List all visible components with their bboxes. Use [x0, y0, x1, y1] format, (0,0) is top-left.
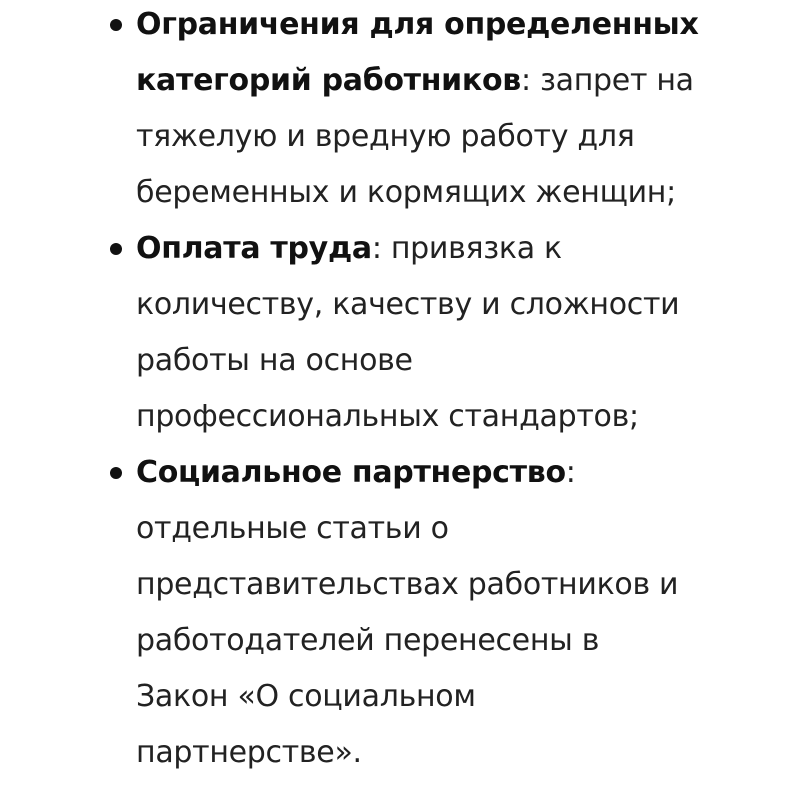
item-content [136, 455, 678, 770]
item-text: : запрет на тяжелую и вредную работу для беременных и кормящих женщин; [136, 63, 694, 210]
item-content [136, 7, 699, 210]
bullet-icon [110, 243, 122, 255]
item-term: Социальное партнерство [136, 455, 566, 490]
item-content [136, 231, 679, 434]
list-item [0, 0, 700, 221]
item-term: Ограничения для определенных категорий работников [136, 7, 699, 98]
list-item [0, 221, 700, 445]
item-term: Оплата труда [136, 231, 372, 266]
list-item [0, 445, 700, 781]
bullet-icon [110, 19, 122, 31]
bullet-icon [110, 467, 122, 479]
item-text: : привязка к количеству, качеству и сложности работы на основе профессиональных стандартов; [136, 231, 680, 434]
item-text: : отдельные статьи о представительствах работников и работодателей перенесены в Закон «О социальном партнерстве». [136, 455, 679, 770]
